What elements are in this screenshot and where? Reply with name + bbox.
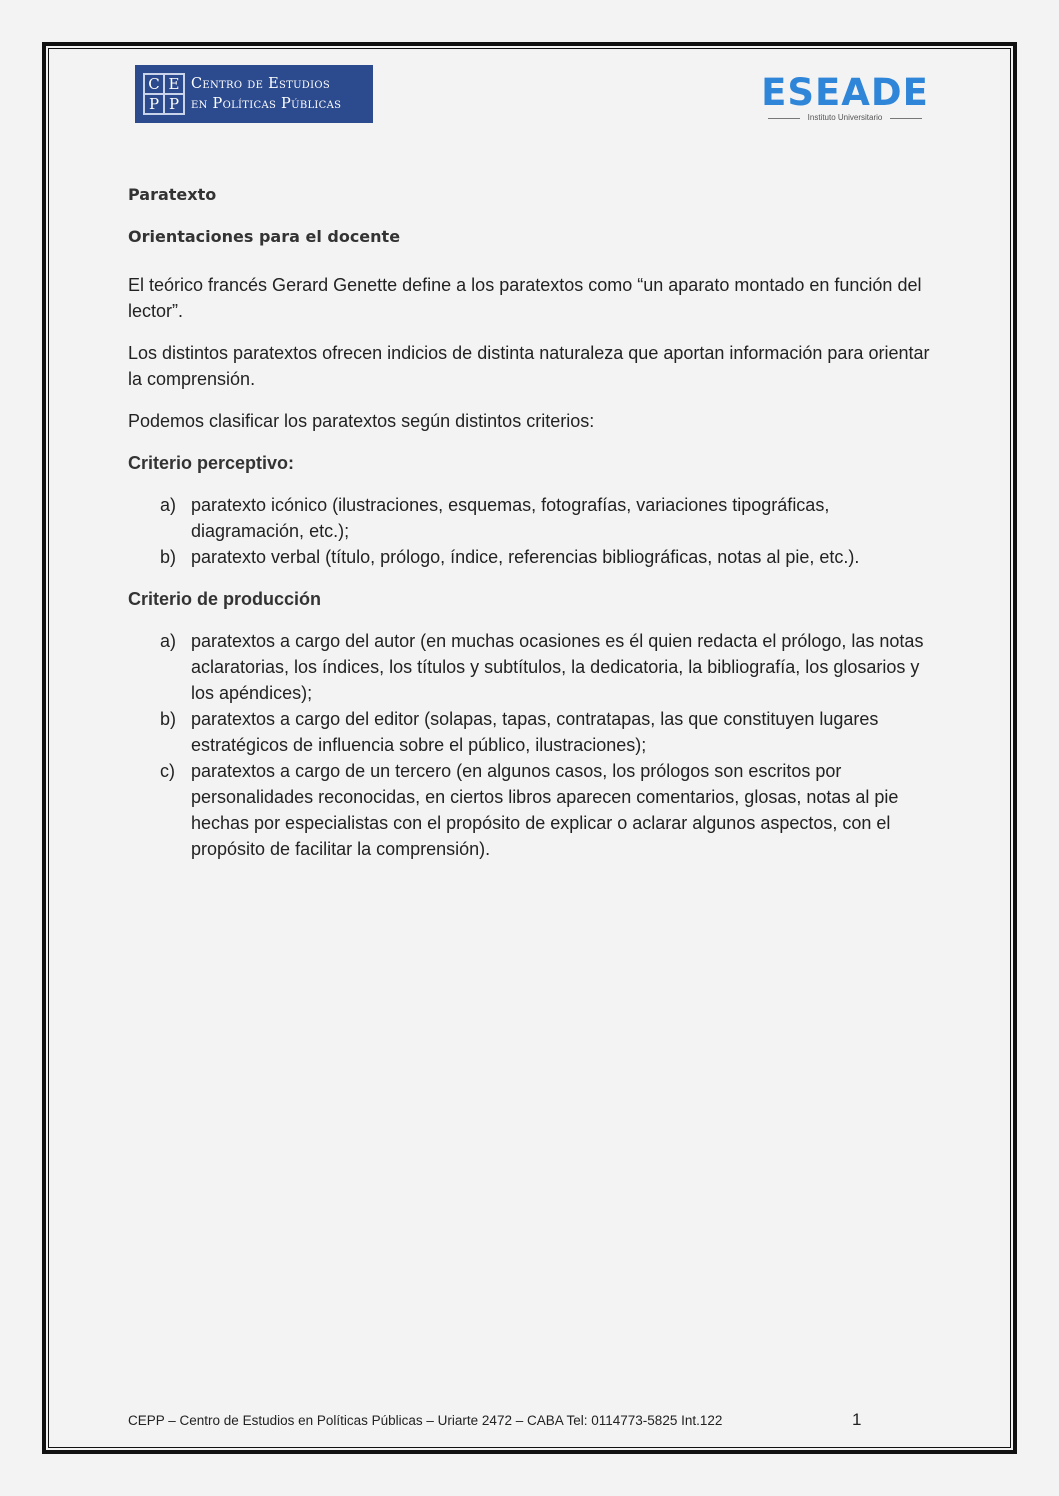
list-item	[128, 706, 933, 758]
document-title: Paratexto	[128, 185, 217, 204]
list-item-text: paratextos a cargo del editor (solapas, tapas, contratapas, las que constituyen lugares estratégicos de influencia sobre el público, ilustraciones);	[191, 709, 879, 755]
cepp-letter: P	[164, 94, 184, 114]
cepp-logo-line1: Centro de Estudios	[191, 76, 331, 92]
document-body	[128, 184, 933, 862]
list-marker: b)	[160, 547, 177, 567]
paragraph: Podemos clasificar los paratextos según distintos criterios:	[128, 411, 595, 431]
list-item-text: paratextos a cargo de un tercero (en algunos casos, los prólogos son escritos por personalidades reconocidas, en ciertos libros aparecen comentarios, glosas, notas al pie hechas por especialistas con el propósito de explicar o aclarar algunos aspectos, con el propósito de facilitar la comprensión).	[191, 761, 899, 859]
cepp-monogram	[143, 73, 185, 115]
document-subtitle: Orientaciones para el docente	[128, 227, 401, 246]
list-item-text: paratextos a cargo del autor (en muchas ocasiones es él quien redacta el prólogo, las notas aclaratorias, los índices, los títulos y subtítulos, la dedicatoria, la bibliografía, los glosarios y los apéndices);	[191, 631, 924, 703]
eseade-tagline: Instituto Universitario	[760, 113, 930, 123]
list-item-text: paratexto icónico (ilustraciones, esquemas, fotografías, variaciones tipográficas, diagramación, etc.);	[191, 495, 830, 541]
cepp-letter: E	[164, 74, 184, 94]
cepp-logo-line2: en Políticas Públicas	[191, 96, 342, 112]
cepp-logo-name	[191, 74, 341, 114]
paragraph: El teórico francés Gerard Genette define a los paratextos como “un aparato montado en función del lector”.	[128, 275, 922, 321]
criterion-heading: Criterio de producción	[128, 589, 322, 609]
eseade-wordmark: ESEADE	[761, 71, 929, 114]
footer-text: CEPP – Centro de Estudios en Políticas Públicas – Uriarte 2472 – CABA Tel: 0114773-5825 Int.122	[128, 1413, 723, 1428]
list-marker: a)	[160, 495, 177, 515]
paragraph: Los distintos paratextos ofrecen indicios de distinta naturaleza que aportan información para orientar la comprensión.	[128, 343, 930, 389]
list-item	[128, 628, 933, 706]
list-marker: c)	[160, 761, 175, 781]
list-item	[128, 758, 933, 862]
criterion-list	[128, 492, 933, 570]
page-number: 1	[852, 1410, 862, 1429]
criterion-heading: Criterio perceptivo:	[128, 453, 295, 473]
cepp-logo	[135, 65, 373, 123]
list-item	[128, 544, 933, 570]
cepp-letter: P	[144, 94, 164, 114]
eseade-logo	[760, 73, 930, 125]
list-marker: b)	[160, 709, 177, 729]
list-marker: a)	[160, 631, 177, 651]
criterion-list	[128, 628, 933, 862]
cepp-letter: C	[144, 74, 164, 94]
list-item-text: paratexto verbal (título, prólogo, índice, referencias bibliográficas, notas al pie, etc.).	[191, 547, 860, 567]
list-item	[128, 492, 933, 544]
